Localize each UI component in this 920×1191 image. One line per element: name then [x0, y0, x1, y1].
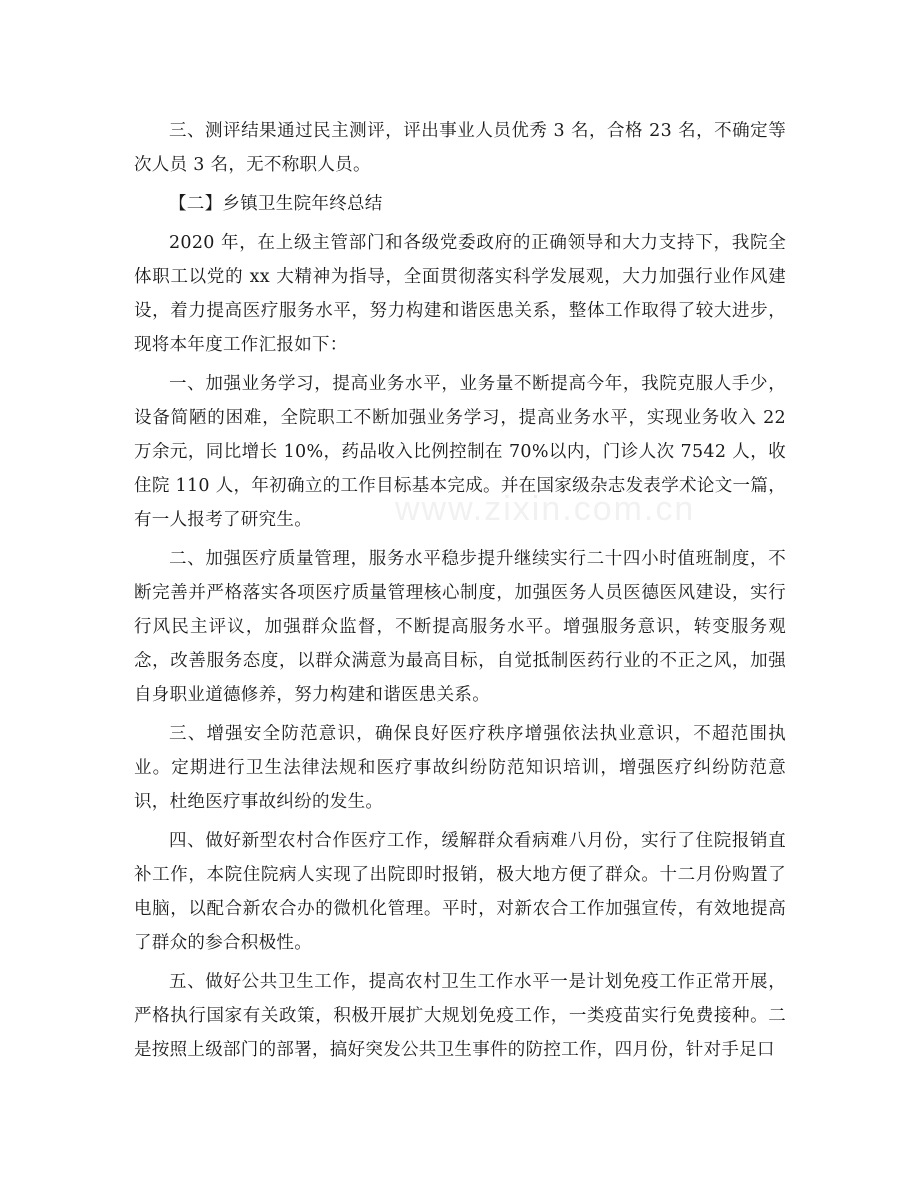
paragraph-item-1: 一、加强业务学习，提高业务水平，业务量不断提高今年，我院克服人手少，设备简陋的困难，全院职工不断加强业务学习，提高业务水平，实现业务收入 22 万余元，同比增长 10%，药品收入比例控制在 70%以内，门诊人次 7542 人，收住院 110 人，年初确立的工作目标基本完成。并在国家级杂志发表学术论文一篇，有一人报考了研究生。 [134, 374, 786, 530]
paragraph-item-5: 五、做好公共卫生工作，提高农村卫生工作水平一是计划免疫工作正常开展，严格执行国家有关政策，积极开展扩大规划免疫工作，一类疫苗实行免费接种。二是按照上级部门的部署，搞好突发公共卫生事件的防控工作，四月份，针对手足口 [134, 972, 786, 1060]
paragraph-evaluation-result: 三、测评结果通过民主测评，评出事业人员优秀 3 名，合格 23 名，不确定等次人员 3 名，无不称职人员。 [134, 121, 786, 175]
paragraph-item-3: 三、增强安全防范意识，确保良好医疗秩序增强依法执业意识，不超范围执业。定期进行卫生法律法规和医疗事故纠纷防范知识培训，增强医疗纠纷防范意识，杜绝医疗事故纠纷的发生。 [134, 724, 786, 812]
paragraph-item-2: 二、加强医疗质量管理，服务水平稳步提升继续实行二十四小时值班制度，不断完善并严格落实各项医疗质量管理核心制度，加强医务人员医德医风建设，实行行风民主评议，加强群众监督，不断提高服务水平。增强服务意识，转变服务观念，改善服务态度，以群众满意为最高目标，自觉抵制医药行业的不正之风，加强自身职业道德修养，努力构建和谐医患关系。 [134, 549, 786, 705]
paragraph-item-4: 四、做好新型农村合作医疗工作，缓解群众看病难八月份，实行了住院报销直补工作，本院住院病人实现了出院即时报销，极大地方便了群众。十二月份购置了电脑，以配合新农合办的微机化管理。平时，对新农合工作加强宣传，有效地提高了群众的参合积极性。 [134, 831, 786, 953]
paragraph-intro: 2020 年，在上级主管部门和各级党委政府的正确领导和大力支持下，我院全体职工以党的 xx 大精神为指导，全面贯彻落实科学发展观，大力加强行业作风建设，着力提高医疗服务水平，努力构建和谐医患关系，整体工作取得了较大进步，现将本年度工作汇报如下： [134, 233, 786, 355]
section-heading: 【二】乡镇卫生院年终总结 [169, 194, 383, 214]
document-body [134, 114, 786, 1072]
watermark: www.zixin.com.cn [395, 490, 696, 528]
